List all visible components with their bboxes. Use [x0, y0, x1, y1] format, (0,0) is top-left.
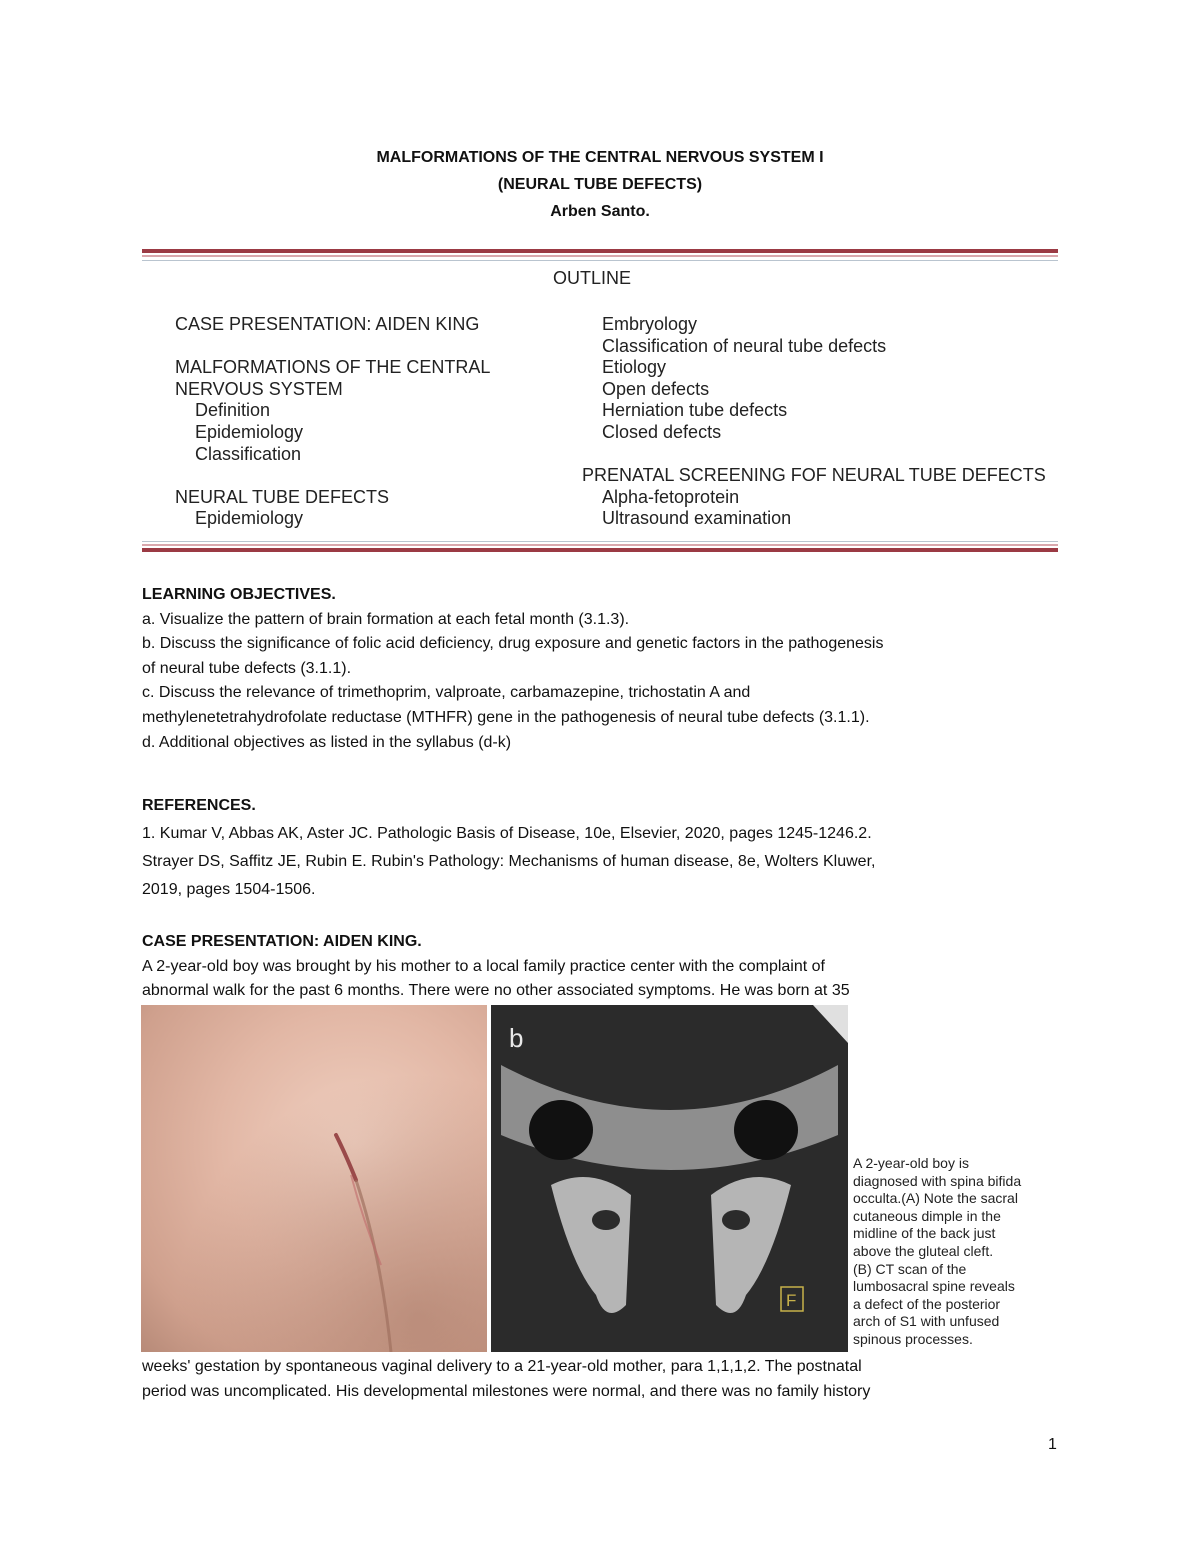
document-title — [0, 144, 1200, 225]
outline-item: Definition — [195, 400, 271, 421]
title-line-1: MALFORMATIONS OF THE CENTRAL NERVOUS SYSTEM I — [376, 149, 824, 166]
objective-line: d. Additional objectives as listed in the syllabus (d-k) — [142, 733, 512, 751]
objectives-heading: LEARNING OBJECTIVES. — [142, 586, 336, 603]
reference-line: 1. Kumar V, Abbas AK, Aster JC. Pathologic Basis of Disease, 10e, Elsevier, 2020, pages 1245-1246.2. — [142, 825, 872, 842]
caption-line: diagnosed with spina bifida — [853, 1172, 1022, 1189]
references-heading: REFERENCES. — [142, 797, 256, 814]
outline-item: Embryology — [602, 314, 698, 334]
figure-caption — [853, 1155, 1053, 1349]
outline-item: Ultrasound examination — [602, 508, 792, 529]
caption-line: a defect of the posterior — [853, 1295, 1001, 1312]
outline-item: MALFORMATIONS OF THE CENTRAL — [175, 357, 491, 378]
outline-item: Alpha-fetoprotein — [602, 486, 740, 507]
photo-sacral-dimple — [141, 1005, 487, 1352]
title-line-2: (NEURAL TUBE DEFECTS) — [497, 176, 703, 193]
outline-item: CASE PRESENTATION: AIDEN KING — [175, 314, 480, 334]
author: Arben Santo. — [550, 203, 650, 220]
caption-line: midline of the back just — [853, 1225, 996, 1242]
caption-line: (B) CT scan of the — [853, 1260, 967, 1277]
outline-right-column — [582, 314, 1046, 530]
case-line: abnormal walk for the past 6 months. There were no other associated symptoms. He was born at 35 — [142, 982, 850, 1000]
caption-line: A 2-year-old boy is — [853, 1155, 969, 1171]
outline-item: NEURAL TUBE DEFECTS — [175, 486, 390, 507]
outline-item: NERVOUS SYSTEM — [175, 378, 343, 399]
learning-objectives — [142, 583, 1062, 755]
objective-line: methylenetetrahydrofolate reductase (MTHFR) gene in the pathogenesis of neural tube defects (3.1.1). — [142, 708, 870, 726]
outline-item: Etiology — [602, 357, 667, 378]
outline-item: Herniation tube defects — [602, 400, 788, 421]
caption-line: occulta.(A) Note the sacral — [853, 1190, 1018, 1207]
references — [142, 792, 1062, 904]
ct-panel-marker: F — [786, 1291, 797, 1310]
case-line: period was uncomplicated. His developmental milestones were normal, and there was no family history — [142, 1382, 871, 1400]
objective-line: c. Discuss the relevance of trimethoprim, valproate, carbamazepine, trichostatin A and — [142, 684, 751, 702]
outline-item: Classification — [195, 443, 302, 464]
case-heading: CASE PRESENTATION: AIDEN KING. — [142, 933, 422, 950]
objective-line: b. Discuss the significance of folic acid deficiency, drug exposure and genetic factors in the pathogenesis — [142, 635, 884, 653]
outline-item: Classification of neural tube defects — [602, 335, 887, 356]
page-number: 1 — [1048, 1436, 1057, 1453]
case-continued — [142, 1355, 1062, 1404]
caption-line: cutaneous dimple in the — [853, 1207, 1001, 1224]
objective-line: a. Visualize the pattern of brain formation at each fetal month (3.1.3). — [142, 610, 630, 628]
reference-line: Strayer DS, Saffitz JE, Rubin E. Rubin's Pathology: Mechanisms of human disease, 8e, Wolters Kluwer, — [142, 853, 876, 870]
caption-line: lumbosacral spine reveals — [853, 1278, 1015, 1295]
caption-line: arch of S1 with unfused — [853, 1313, 1000, 1330]
outline-item: Epidemiology — [195, 508, 304, 529]
reference-line: 2019, pages 1504-1506. — [142, 881, 316, 898]
outline-item: Open defects — [602, 378, 710, 399]
case-line: A 2-year-old boy was brought by his mother to a local family practice center with the complaint of — [142, 957, 825, 975]
caption-line: above the gluteal cleft. — [853, 1242, 994, 1259]
case-line: weeks' gestation by spontaneous vaginal delivery to a 21-year-old mother, para 1,1,1,2. The postnatal — [142, 1358, 862, 1375]
outline-left-column — [175, 314, 490, 530]
outline-item: PRENATAL SCREENING FOF NEURAL TUBE DEFECTS — [582, 465, 1046, 486]
ct-panel-label: b — [509, 1023, 524, 1053]
outline-heading: OUTLINE — [553, 268, 632, 288]
outline-item: Closed defects — [602, 421, 722, 442]
outline-item: Epidemiology — [195, 421, 304, 442]
case-presentation — [142, 930, 1062, 1004]
outline-top-rule — [142, 249, 1058, 261]
caption-line: spinous processes. — [853, 1330, 973, 1347]
objective-line: of neural tube defects (3.1.1). — [142, 659, 352, 677]
ct-scan-image — [491, 1005, 848, 1352]
outline-bottom-rule — [142, 541, 1058, 552]
